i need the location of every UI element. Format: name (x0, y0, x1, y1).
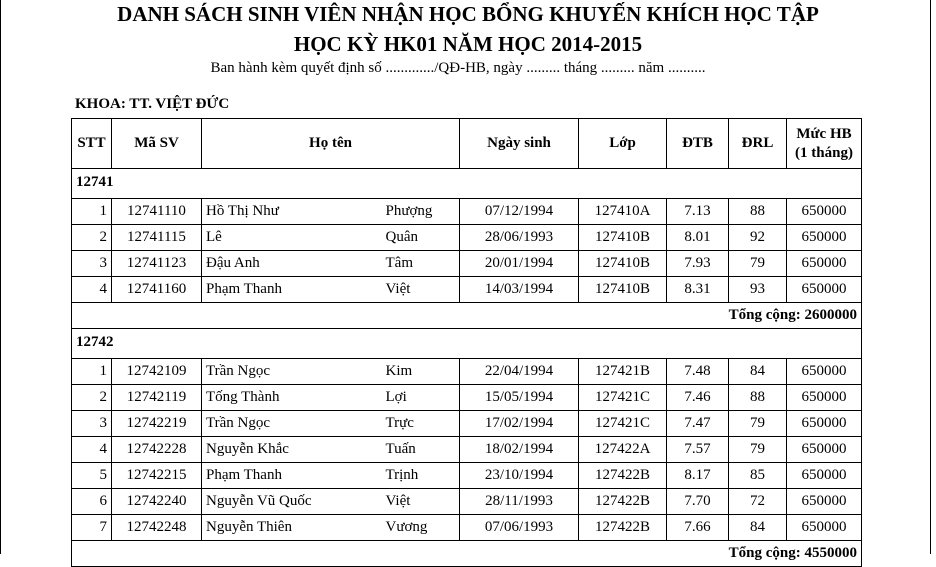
col-header-masv: Mã SV (112, 119, 202, 169)
cell-drl: 84 (729, 359, 787, 385)
cell-drl: 88 (729, 199, 787, 225)
cell-ngaysinh: 07/06/1993 (460, 515, 579, 541)
page-right-border (930, 0, 931, 554)
col-header-dtb: ĐTB (667, 119, 729, 169)
cell-lop: 127421B (579, 359, 667, 385)
cell-lop: 127422B (579, 515, 667, 541)
cell-masv: 12742248 (112, 515, 202, 541)
cell-ho: Nguyễn Thiên (202, 515, 382, 541)
table-row (72, 489, 862, 515)
cell-ho: Phạm Thanh (202, 463, 382, 489)
cell-masv: 12742240 (112, 489, 202, 515)
cell-masv: 12741110 (112, 199, 202, 225)
group-row (72, 329, 862, 356)
cell-ho: Phạm Thanh (202, 277, 382, 303)
faculty-label: KHOA: TT. VIỆT ĐỨC (75, 96, 230, 112)
col-header-hoten: Họ tên (202, 119, 460, 169)
cell-ho: Nguyễn Khắc (202, 437, 382, 463)
group-total-row (72, 303, 862, 329)
decision-subtitle: Ban hành kèm quyết định số ............./QĐ-HB, ngày ......... tháng ......... năm .......... (210, 60, 706, 76)
cell-muchb: 650000 (787, 359, 862, 385)
col-header-muchb (787, 119, 862, 169)
cell-ngaysinh: 07/12/1994 (460, 199, 579, 225)
cell-ten: Việt (382, 489, 460, 515)
cell-drl: 93 (729, 277, 787, 303)
cell-stt: 3 (72, 251, 112, 277)
cell-drl: 88 (729, 385, 787, 411)
cell-lop: 127421C (579, 411, 667, 437)
cell-stt: 2 (72, 225, 112, 251)
table-row (72, 199, 862, 225)
cell-dtb: 8.17 (667, 463, 729, 489)
cell-muchb: 650000 (787, 463, 862, 489)
cell-stt: 1 (72, 359, 112, 385)
cell-ho: Đậu Anh (202, 251, 382, 277)
cell-ten: Phượng (382, 199, 460, 225)
col-header-lop: Lớp (579, 119, 667, 169)
col-header-muchb-line1: Mức HB (796, 125, 852, 142)
cell-ngaysinh: 18/02/1994 (460, 437, 579, 463)
cell-ngaysinh: 15/05/1994 (460, 385, 579, 411)
scholarship-table (71, 118, 862, 567)
table-body (72, 169, 862, 567)
document-title: DANH SÁCH SINH VIÊN NHẬN HỌC BỔNG KHUYẾN KHÍCH HỌC TẬP (117, 2, 819, 26)
cell-muchb: 650000 (787, 411, 862, 437)
group-total: Tổng cộng: 2600000 (72, 303, 862, 329)
document-term-title: HỌC KỲ HK01 NĂM HỌC 2014-2015 (293, 32, 643, 56)
table-row (72, 251, 862, 277)
cell-drl: 79 (729, 411, 787, 437)
cell-dtb: 7.93 (667, 251, 729, 277)
page-left-border (0, 0, 1, 554)
cell-drl: 92 (729, 225, 787, 251)
group-code: 12741 (72, 169, 862, 196)
cell-stt: 6 (72, 489, 112, 515)
cell-muchb: 650000 (787, 515, 862, 541)
cell-muchb: 650000 (787, 225, 862, 251)
cell-ngaysinh: 22/04/1994 (460, 359, 579, 385)
table-row (72, 225, 862, 251)
table-row (72, 437, 862, 463)
cell-dtb: 7.48 (667, 359, 729, 385)
cell-lop: 127422B (579, 489, 667, 515)
cell-ten: Tuấn (382, 437, 460, 463)
cell-ho: Tống Thành (202, 385, 382, 411)
cell-dtb: 7.66 (667, 515, 729, 541)
cell-ten: Trịnh (382, 463, 460, 489)
cell-ho: Trần Ngọc (202, 411, 382, 437)
cell-dtb: 7.46 (667, 385, 729, 411)
table-header-row (72, 119, 862, 169)
table-row (72, 385, 862, 411)
table-row (72, 411, 862, 437)
cell-ngaysinh: 17/02/1994 (460, 411, 579, 437)
cell-muchb: 650000 (787, 385, 862, 411)
cell-muchb: 650000 (787, 251, 862, 277)
cell-lop: 127410B (579, 277, 667, 303)
cell-masv: 12741123 (112, 251, 202, 277)
cell-ten: Trực (382, 411, 460, 437)
cell-masv: 12742219 (112, 411, 202, 437)
cell-stt: 5 (72, 463, 112, 489)
cell-muchb: 650000 (787, 277, 862, 303)
cell-ho: Hồ Thị Như (202, 199, 382, 225)
cell-masv: 12742119 (112, 385, 202, 411)
cell-ten: Vương (382, 515, 460, 541)
cell-stt: 4 (72, 277, 112, 303)
cell-ten: Việt (382, 277, 460, 303)
cell-muchb: 650000 (787, 437, 862, 463)
table-row (72, 515, 862, 541)
group-code: 12742 (72, 329, 862, 356)
cell-masv: 12741160 (112, 277, 202, 303)
cell-dtb: 8.01 (667, 225, 729, 251)
cell-muchb: 650000 (787, 199, 862, 225)
cell-ngaysinh: 14/03/1994 (460, 277, 579, 303)
cell-ten: Lợi (382, 385, 460, 411)
cell-stt: 2 (72, 385, 112, 411)
cell-stt: 3 (72, 411, 112, 437)
cell-ten: Quân (382, 225, 460, 251)
cell-dtb: 7.70 (667, 489, 729, 515)
cell-ngaysinh: 28/06/1993 (460, 225, 579, 251)
cell-drl: 85 (729, 463, 787, 489)
cell-drl: 79 (729, 437, 787, 463)
cell-ngaysinh: 20/01/1994 (460, 251, 579, 277)
cell-ho: Trần Ngọc (202, 359, 382, 385)
cell-muchb: 650000 (787, 489, 862, 515)
cell-masv: 12742228 (112, 437, 202, 463)
table-row (72, 463, 862, 489)
cell-masv: 12741115 (112, 225, 202, 251)
cell-masv: 12742109 (112, 359, 202, 385)
cell-stt: 1 (72, 199, 112, 225)
cell-ngaysinh: 23/10/1994 (460, 463, 579, 489)
cell-stt: 7 (72, 515, 112, 541)
table-row (72, 277, 862, 303)
cell-dtb: 7.13 (667, 199, 729, 225)
cell-drl: 79 (729, 251, 787, 277)
cell-ten: Kim (382, 359, 460, 385)
col-header-drl: ĐRL (729, 119, 787, 169)
cell-dtb: 8.31 (667, 277, 729, 303)
col-header-stt: STT (72, 119, 112, 169)
cell-drl: 72 (729, 489, 787, 515)
cell-masv: 12742215 (112, 463, 202, 489)
table-row (72, 359, 862, 385)
cell-drl: 84 (729, 515, 787, 541)
cell-lop: 127422A (579, 437, 667, 463)
cell-ten: Tâm (382, 251, 460, 277)
cell-ngaysinh: 28/11/1993 (460, 489, 579, 515)
cell-lop: 127421C (579, 385, 667, 411)
cell-ho: Lê (202, 225, 382, 251)
cell-dtb: 7.57 (667, 437, 729, 463)
cell-lop: 127410B (579, 251, 667, 277)
cell-lop: 127410A (579, 199, 667, 225)
col-header-ngaysinh: Ngày sinh (460, 119, 579, 169)
cell-lop: 127422B (579, 463, 667, 489)
cell-ho: Nguyễn Vũ Quốc (202, 489, 382, 515)
group-total: Tổng cộng: 4550000 (72, 541, 862, 567)
cell-lop: 127410B (579, 225, 667, 251)
cell-dtb: 7.47 (667, 411, 729, 437)
group-row (72, 169, 862, 196)
cell-stt: 4 (72, 437, 112, 463)
col-header-muchb-line2: (1 tháng) (795, 144, 853, 161)
